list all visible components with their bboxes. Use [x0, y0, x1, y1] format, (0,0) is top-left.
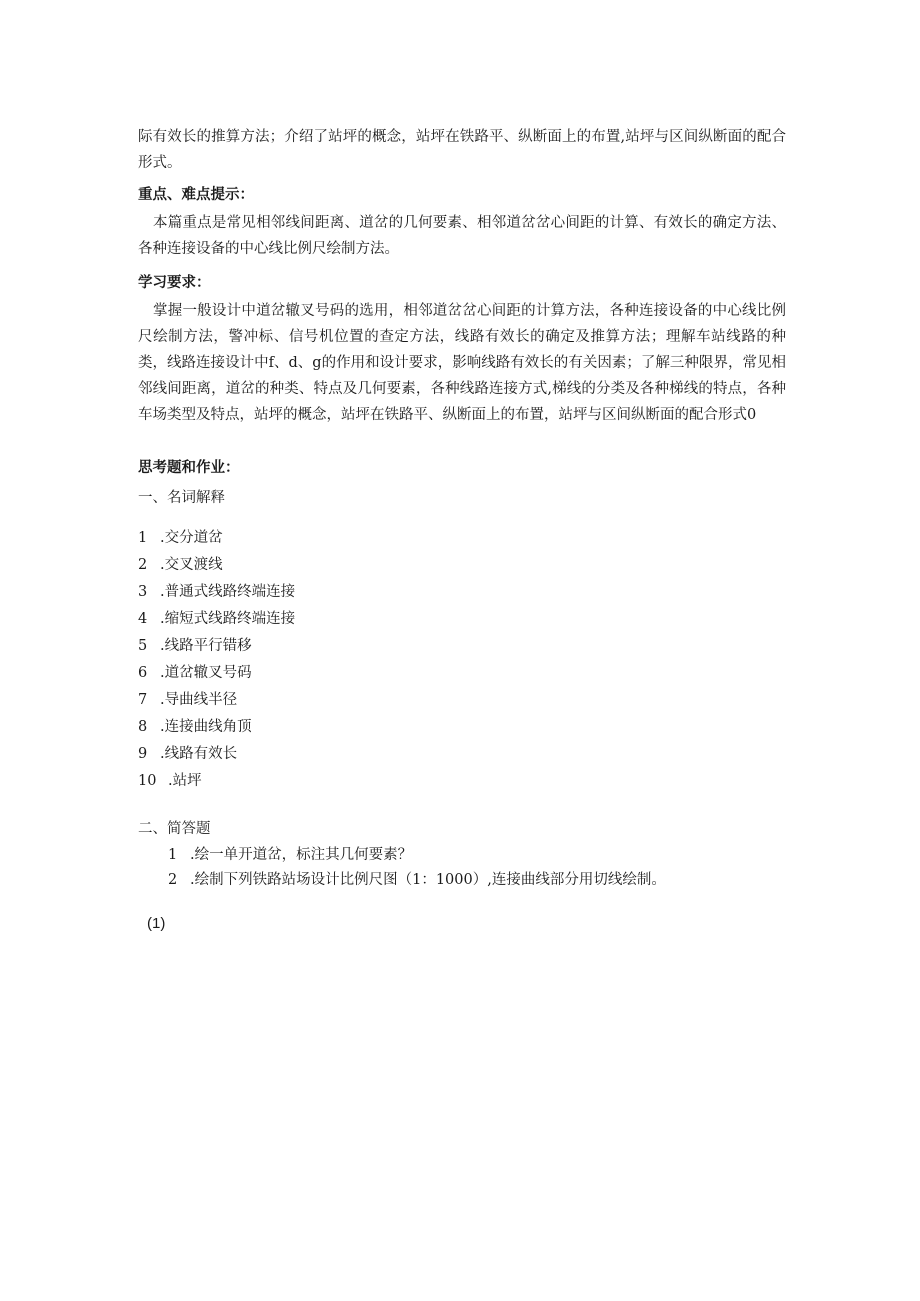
question-text: .绘制下列铁路站场设计比例尺图（1：1000）,连接曲线部分用切线绘制。: [190, 872, 666, 888]
term-item: [138, 526, 223, 547]
term-text: .普通式线路终端连接: [160, 584, 296, 600]
term-number: 1: [138, 530, 148, 546]
section1-title: 一、名词解释: [138, 490, 225, 506]
term-text: .交分道岔: [160, 530, 223, 546]
term-item: [138, 742, 237, 763]
term-number: 6: [138, 665, 148, 681]
term-text: .线路平行错移: [160, 638, 252, 654]
term-text: .道岔辙叉号码: [160, 665, 252, 681]
term-item: [138, 715, 252, 736]
term-number: 2: [138, 557, 148, 573]
question-text: .绘一单开道岔，标注其几何要素？: [190, 847, 413, 863]
term-item: [138, 688, 237, 709]
term-text: .站坪: [168, 773, 202, 789]
question-item: [168, 868, 666, 889]
term-number: 9: [138, 746, 148, 762]
term-number: 10: [138, 773, 157, 789]
term-item: [138, 553, 223, 574]
term-text: .导曲线半径: [160, 692, 238, 708]
term-text: .缩短式线路终端连接: [160, 611, 296, 627]
term-number: 7: [138, 692, 148, 708]
study-requirements-text: 掌握一般设计中道岔辙叉号码的选用，相邻道岔岔心间距的计算方法，各种连接设备的中心线比例尺绘制方法，警冲标、信号机位置的查定方法，线路有效长的确定及推算方法；理解车站线路的种类，线路连接设计中f、d、g的作用和设计要求，影响线路有效长的有关因素；了解三种限界，常见相邻线间距离，道岔的种类、特点及几何要素，各种线路连接方式,梯线的分类及各种梯线的特点，各种车场类型及特点，站坪的概念，站坪在铁路平、纵断面上的布置，站坪与区间纵断面的配合形式0: [138, 303, 786, 423]
intro-paragraph: 际有效长的推算方法；介绍了站坪的概念，站坪在铁路平、纵断面上的布置,站坪与区间纵断面的配合形式。: [138, 129, 786, 171]
term-text: .线路有效长: [160, 746, 238, 762]
term-number: 4: [138, 611, 148, 627]
question-number: 1: [168, 847, 178, 863]
term-text: .交叉渡线: [160, 557, 223, 573]
study-requirements-heading: 学习要求：: [138, 275, 211, 291]
question-item: [168, 843, 412, 864]
section2-title: 二、简答题: [138, 821, 211, 837]
key-points-text: 本篇重点是常见相邻线间距离、道岔的几何要素、相邻道岔岔心间距的计算、有效长的确定方法、各种连接设备的中心线比例尺绘制方法。: [138, 215, 786, 257]
term-item: [138, 607, 295, 628]
term-number: 3: [138, 584, 148, 600]
question-number: 2: [168, 872, 178, 888]
term-text: .连接曲线角顶: [160, 719, 252, 735]
figure-label: (1): [147, 915, 166, 932]
term-item: [138, 661, 252, 682]
term-number: 5: [138, 638, 148, 654]
term-number: 8: [138, 719, 148, 735]
term-item: [138, 580, 295, 601]
term-item: [138, 769, 202, 790]
term-item: [138, 634, 252, 655]
key-points-heading: 重点、难点提示：: [138, 187, 254, 203]
exercises-heading: 思考题和作业：: [138, 460, 240, 476]
